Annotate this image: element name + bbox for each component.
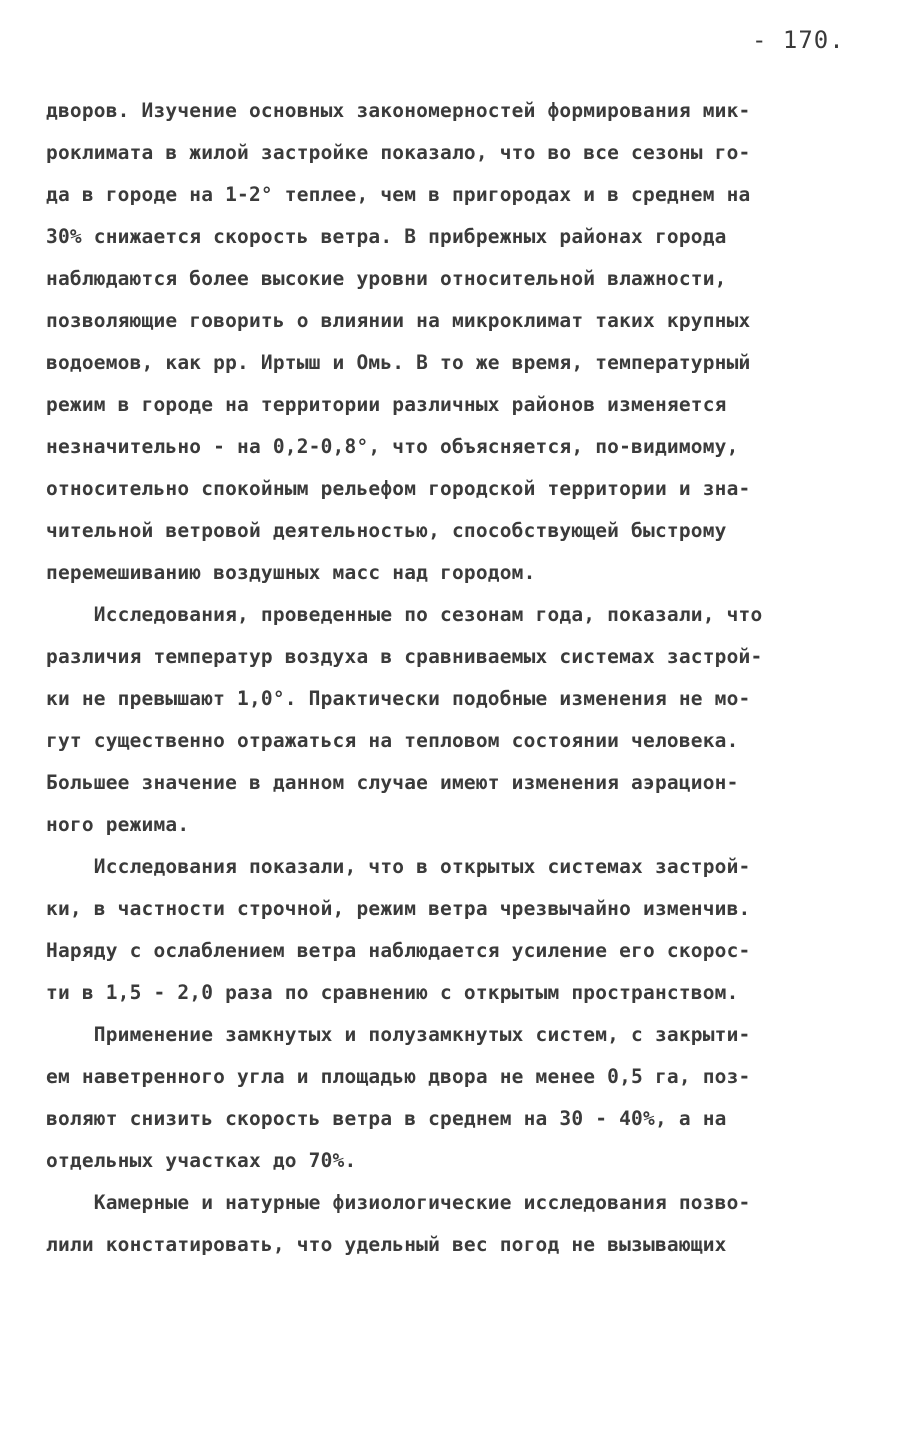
text-line: Наряду с ослаблением ветра наблюдается усиление его скорос-	[46, 939, 751, 962]
text-line: лили констатировать, что удельный вес погод не вызывающих	[46, 1233, 727, 1256]
text-line: водоемов, как рр. Иртыш и Омь. В то же время, температурный	[46, 351, 751, 374]
paragraph-1	[46, 90, 876, 594]
text-line: Исследования, проведенные по сезонам года, показали, что	[46, 603, 763, 626]
text-line: чительной ветровой деятельностью, способствующей быстрому	[46, 519, 727, 542]
paragraph-4	[46, 1014, 876, 1182]
page-number: - 170.	[752, 26, 845, 54]
text-line: Применение замкнутых и полузамкнутых систем, с закрыти-	[46, 1023, 751, 1046]
text-line: дворов. Изучение основных закономерностей формирования мик-	[46, 99, 751, 122]
text-line: Камерные и натурные физиологические исследования позво-	[46, 1191, 751, 1214]
text-line: позволяющие говорить о влиянии на микроклимат таких крупных	[46, 309, 751, 332]
text-line: относительно спокойным рельефом городской территории и зна-	[46, 477, 751, 500]
paragraph-2	[46, 594, 876, 846]
body-text	[46, 90, 876, 1266]
text-line: ного режима.	[46, 813, 190, 836]
text-line: да в городе на 1-2° теплее, чем в пригородах и в среднем на	[46, 183, 751, 206]
text-line: перемешиванию воздушных масс над городом.	[46, 561, 536, 584]
text-line: Исследования показали, что в открытых системах застрой-	[46, 855, 751, 878]
text-line: ти в 1,5 - 2,0 раза по сравнению с открытым пространством.	[46, 981, 739, 1004]
text-line: ки, в частности строчной, режим ветра чрезвычайно изменчив.	[46, 897, 751, 920]
text-line: различия температур воздуха в сравниваемых системах застрой-	[46, 645, 763, 668]
text-line: воляют снизить скорость ветра в среднем на 30 - 40%, а на	[46, 1107, 727, 1130]
text-line: наблюдаются более высокие уровни относительной влажности,	[46, 267, 727, 290]
text-line: незначительно - на 0,2-0,8°, что объясняется, по-видимому,	[46, 435, 739, 458]
text-line: режим в городе на территории различных районов изменяется	[46, 393, 727, 416]
text-line: Большее значение в данном случае имеют изменения аэрацион-	[46, 771, 739, 794]
paragraph-5	[46, 1182, 876, 1266]
text-line: роклимата в жилой застройке показало, что во все сезоны го-	[46, 141, 751, 164]
text-line: 30% снижается скорость ветра. В прибрежных районах города	[46, 225, 727, 248]
text-line: ем наветренного угла и площадью двора не менее 0,5 га, поз-	[46, 1065, 751, 1088]
text-line: ки не превышают 1,0°. Практически подобные изменения не мо-	[46, 687, 751, 710]
text-line: гут существенно отражаться на тепловом состоянии человека.	[46, 729, 739, 752]
paragraph-3	[46, 846, 876, 1014]
text-line: отдельных участках до 70%.	[46, 1149, 357, 1172]
